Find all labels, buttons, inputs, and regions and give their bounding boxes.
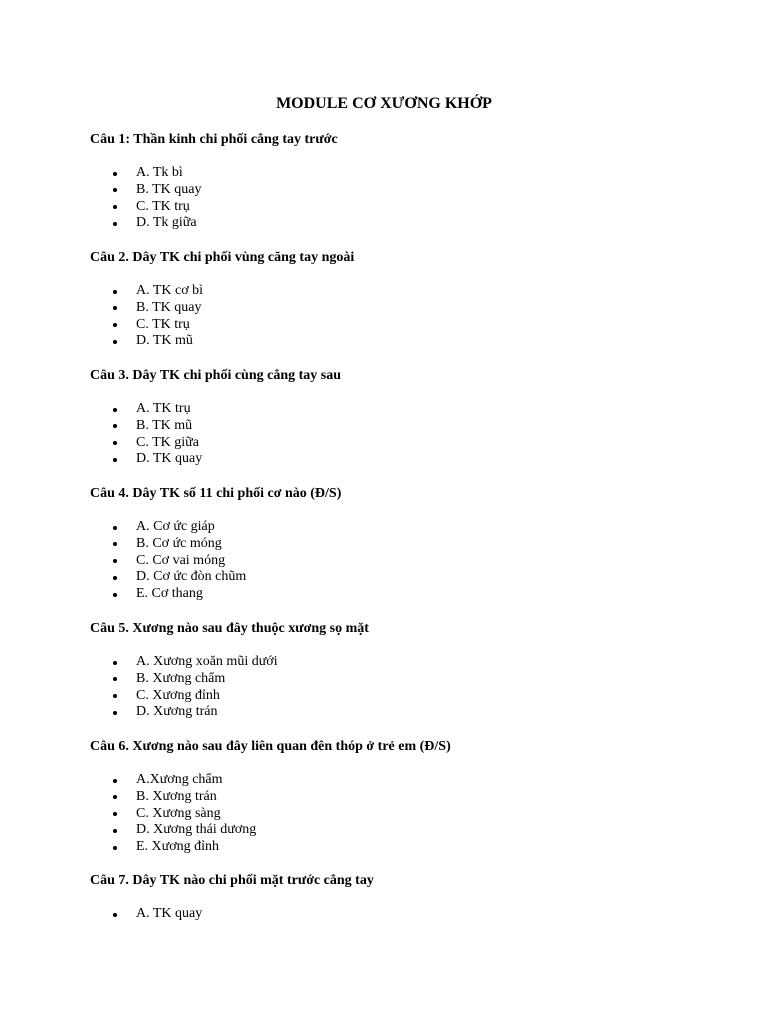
option-label: A. TK quay [136, 906, 203, 921]
question-title: Câu 5. Xương nào sau đây thuộc xương sọ mặt [90, 621, 369, 636]
option-item [90, 654, 710, 671]
option-item [90, 283, 710, 300]
option-item [90, 839, 710, 856]
question-title: Câu 6. Xương nào sau đây liên quan đên thóp ở trẻ em (Đ/S) [90, 739, 451, 754]
option-list [90, 906, 710, 923]
option-label: D. Tk giữa [136, 215, 197, 231]
bullet-icon [113, 188, 117, 192]
option-label: B. TK quay [136, 181, 202, 197]
option-item [90, 553, 710, 570]
option-label: A. Cơ ức giáp [136, 519, 215, 534]
option-item [90, 182, 710, 199]
question-5 [90, 620, 710, 721]
question-1 [90, 131, 710, 232]
bullet-icon [113, 694, 117, 698]
option-item [90, 536, 710, 553]
option-item [90, 333, 710, 350]
option-list [90, 283, 710, 350]
bullet-icon [113, 526, 117, 530]
option-item [90, 215, 710, 232]
option-label: C. TK trụ [136, 316, 190, 332]
option-item [90, 822, 710, 839]
question-title: Câu 2. Dây TK chi phối vùng căng tay ngoài [90, 250, 355, 265]
bullet-icon [113, 542, 117, 546]
option-item [90, 772, 710, 789]
bullet-icon [113, 593, 117, 597]
question-4 [90, 485, 710, 603]
option-item [90, 451, 710, 468]
option-item [90, 199, 710, 216]
option-list [90, 165, 710, 232]
bullet-icon [113, 290, 117, 294]
bullet-icon [113, 779, 117, 783]
option-item [90, 300, 710, 317]
option-label: E. Cơ thang [136, 586, 203, 602]
bullet-icon [113, 222, 117, 226]
option-label: A. Tk bì [136, 165, 183, 180]
option-item [90, 586, 710, 603]
option-label: C. TK giữa [136, 434, 199, 450]
bullet-icon [113, 458, 117, 462]
question-2 [90, 249, 710, 350]
option-item [90, 688, 710, 705]
option-label: B. Cơ ức móng [136, 535, 222, 551]
option-label: A. Xương xoăn mũi dưới [136, 654, 278, 669]
bullet-icon [113, 829, 117, 833]
option-list [90, 654, 710, 721]
option-list [90, 401, 710, 468]
option-label: B. TK mũ [136, 417, 193, 433]
option-label: C. Cơ vai móng [136, 552, 226, 568]
bullet-icon [113, 323, 117, 327]
option-item [90, 519, 710, 536]
option-label: C. TK trụ [136, 198, 190, 214]
option-label: A.Xương chẩm [136, 772, 223, 787]
option-item [90, 317, 710, 334]
bullet-icon [113, 559, 117, 563]
option-item [90, 704, 710, 721]
option-label: D. TK mũ [136, 333, 193, 349]
option-item [90, 806, 710, 823]
option-label: A. TK trụ [136, 401, 191, 416]
bullet-icon [113, 340, 117, 344]
bullet-icon [113, 795, 117, 799]
option-item [90, 671, 710, 688]
bullet-icon [113, 441, 117, 445]
option-item [90, 569, 710, 586]
bullet-icon [113, 408, 117, 412]
option-item [90, 435, 710, 452]
option-list [90, 772, 710, 856]
option-label: D. TK quay [136, 451, 203, 467]
option-item [90, 165, 710, 182]
bullet-icon [113, 172, 117, 176]
option-item [90, 789, 710, 806]
option-label: D. Cơ ức đòn chũm [136, 569, 247, 585]
option-label: C. Xương sàng [136, 805, 221, 821]
question-title: Câu 4. Dây TK số 11 chi phối cơ nào (Đ/S) [90, 486, 342, 501]
option-label: D. Xương trán [136, 704, 218, 720]
option-label: B. Xương trán [136, 788, 217, 804]
bullet-icon [113, 576, 117, 580]
document-title: MODULE CƠ XƯƠNG KHỚP [276, 95, 492, 112]
bullet-icon [113, 711, 117, 715]
option-item [90, 418, 710, 435]
question-7 [90, 872, 710, 923]
option-label: B. TK quay [136, 299, 202, 315]
question-title: Câu 7. Dây TK nào chi phối mặt trước cẳng tay [90, 873, 374, 888]
bullet-icon [113, 913, 117, 917]
question-title: Câu 3. Dây TK chi phối cùng cẳng tay sau [90, 368, 342, 383]
bullet-icon [113, 306, 117, 310]
option-label: A. TK cơ bì [136, 283, 204, 298]
bullet-icon [113, 424, 117, 428]
option-item [90, 401, 710, 418]
bullet-icon [113, 846, 117, 850]
question-3 [90, 367, 710, 468]
option-label: C. Xương đỉnh [136, 687, 220, 703]
bullet-icon [113, 205, 117, 209]
option-list [90, 519, 710, 603]
bullet-icon [113, 677, 117, 681]
option-item [90, 906, 710, 923]
option-label: D. Xương thái dương [136, 822, 257, 838]
bullet-icon [113, 812, 117, 816]
option-label: E. Xương đỉnh [136, 839, 220, 855]
question-6 [90, 738, 710, 856]
question-title: Câu 1: Thần kinh chi phối cẳng tay trước [90, 132, 338, 147]
option-label: B. Xương chẩm [136, 670, 226, 686]
bullet-icon [113, 661, 117, 665]
